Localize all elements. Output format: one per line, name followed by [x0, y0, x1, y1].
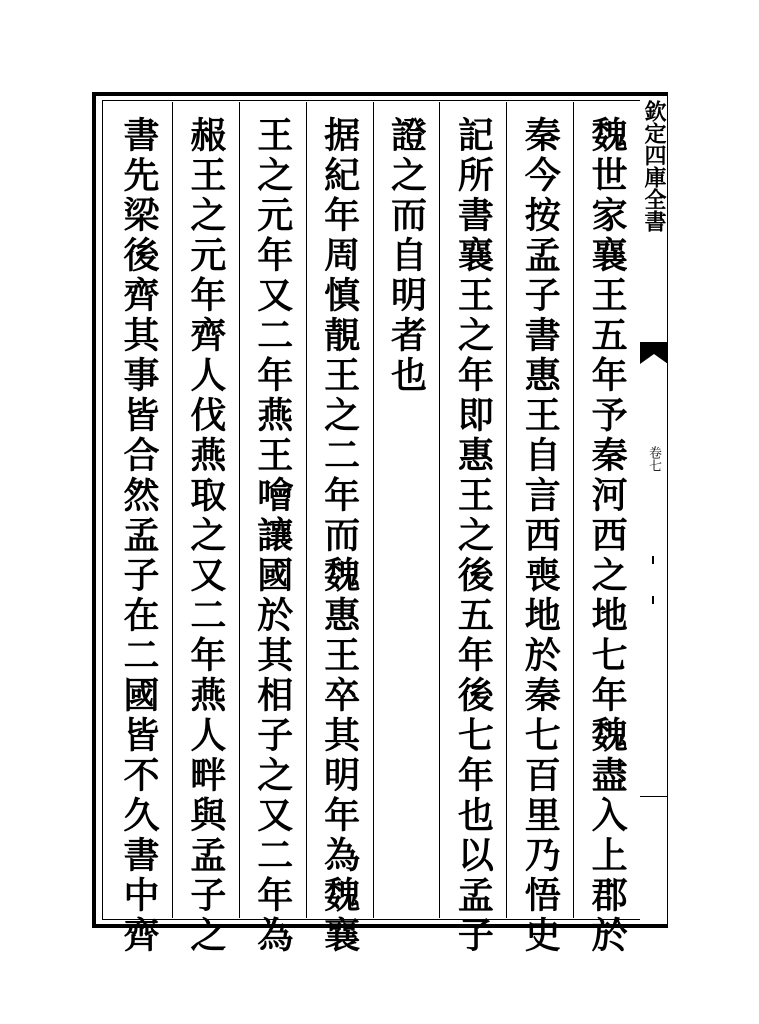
column-text: 記所書襄王之年即惠王之後五年後七年也以孟子 — [452, 116, 495, 956]
margin-divider — [640, 796, 668, 797]
margin-tick — [652, 556, 654, 564]
text-column — [106, 102, 172, 956]
text-column — [172, 102, 239, 956]
text-column — [506, 102, 573, 956]
text-frame — [92, 92, 640, 956]
column-text: 赧王之元年齊人伐燕取之又二年燕人畔與孟子之 — [184, 116, 227, 956]
column-text: 据紀年周慎靚王之二年而魏惠王卒其明年為魏襄 — [318, 116, 361, 956]
book-title: 欽定四庫全書 — [641, 100, 667, 232]
text-column — [439, 102, 506, 956]
text-column — [306, 102, 373, 956]
text-column — [573, 102, 640, 956]
column-text: 秦今按孟子書惠王自言西喪地於秦七百里乃悟史 — [519, 116, 562, 956]
page-margin-strip — [640, 92, 668, 928]
margin-tick — [652, 596, 654, 604]
text-column — [239, 102, 306, 956]
column-text: 魏世家襄王五年予秦河西之地七年魏盡入上郡於 — [586, 116, 629, 956]
fish-tail-mark-icon — [640, 342, 668, 366]
juan-number: 卷七 — [646, 446, 661, 472]
text-column — [373, 102, 440, 918]
column-text: 書先梁後齊其事皆合然孟子在二國皆不久書中齊 — [117, 116, 160, 956]
column-text: 證之而自明者也 — [385, 116, 428, 396]
column-text: 王之元年又二年燕王噲讓國於其相子之又二年為 — [251, 116, 294, 956]
text-columns — [106, 102, 640, 956]
